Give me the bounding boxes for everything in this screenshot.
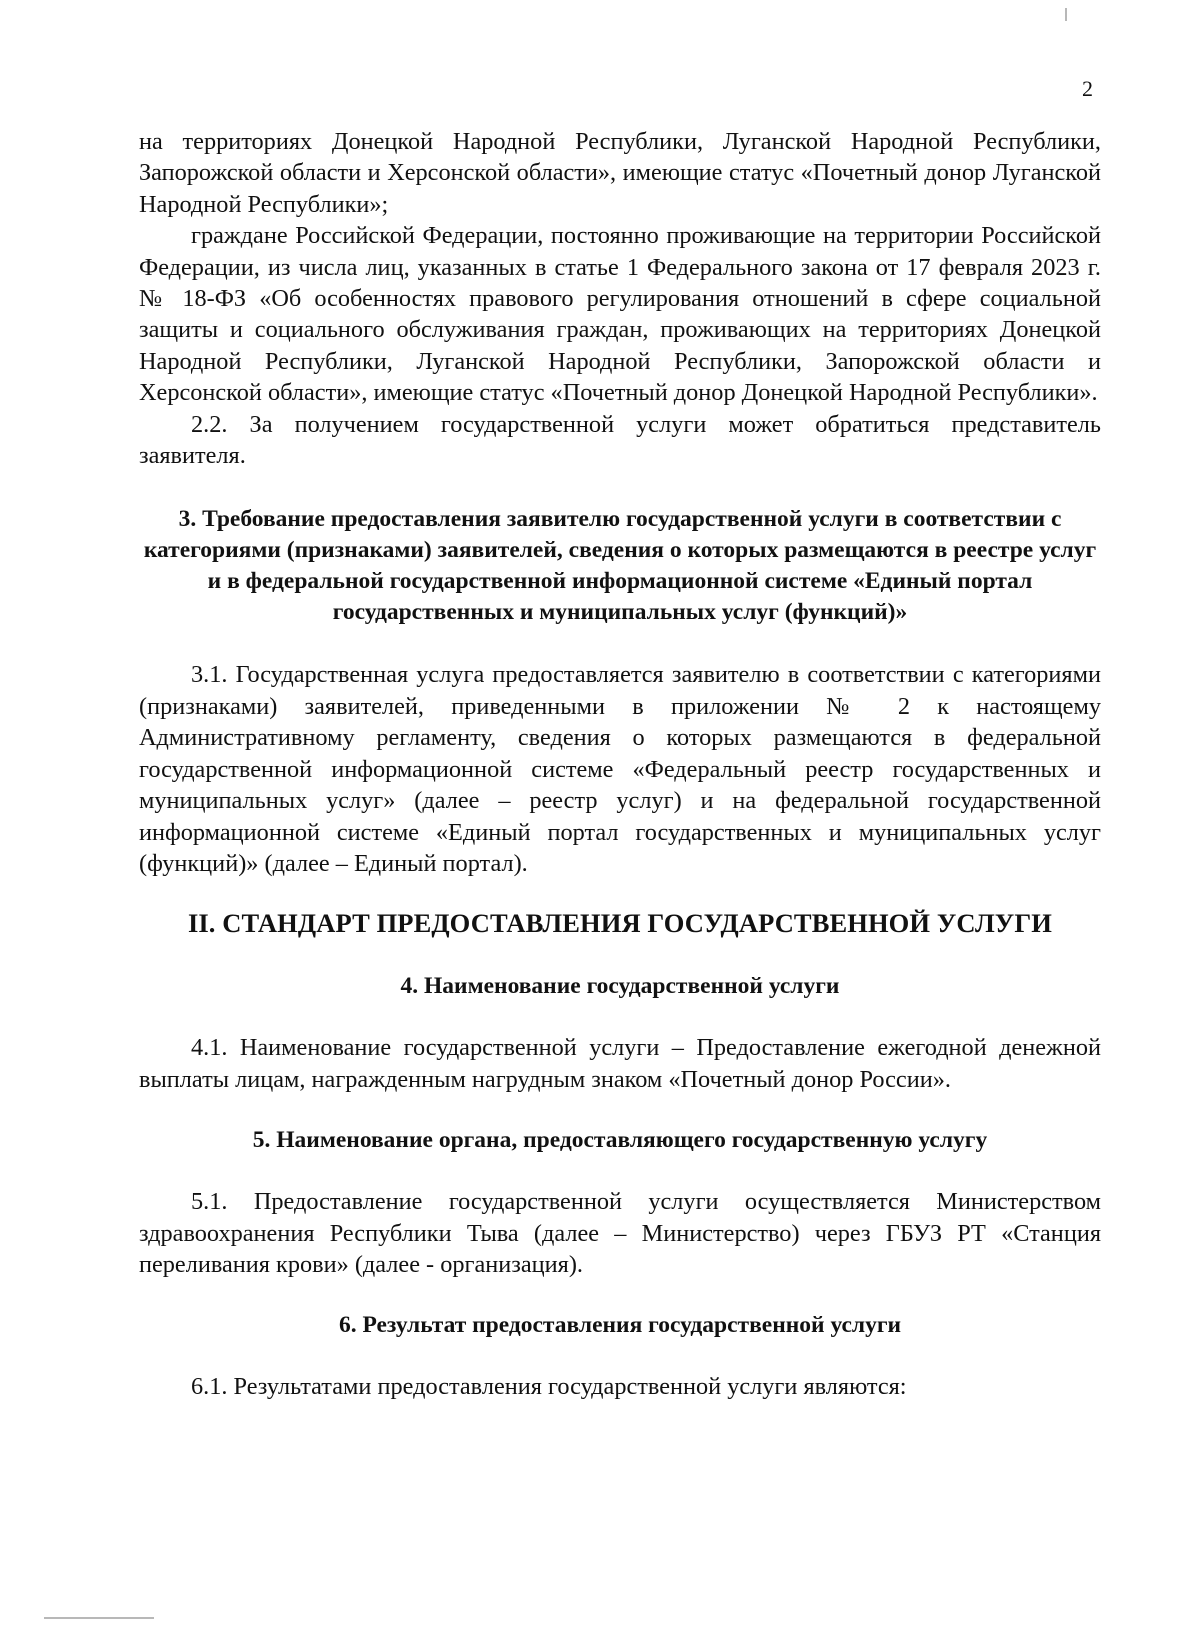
document-body (139, 126, 1101, 1403)
section-5-heading: 5. Наименование органа, предоставляющего государственную услугу (252, 1127, 988, 1154)
paragraph-6-1: 6.1. Результатами предоставления государственной услуги являются: (191, 1373, 907, 1401)
paragraph-citizens-dnr: граждане Российской Федерации, постоянно проживающие на территории Российской Федерации, из числа лиц, указанных в статье 1 Федерального закона от 17 февраля 2023 г. № 18-ФЗ «Об особенностях правового регулирования отношений в сфере социальной защиты и социального обслуживания граждан, проживающих на территориях Донецкой Народной Республики, Луганской Народной Республики, Запорожской области и Херсонской области», имеющие статус «Почетный донор Донецкой Народной Республики». (139, 222, 1101, 407)
paragraph-continuation: на территориях Донецкой Народной Республики, Луганской Народной Республики, Запорожской области и Херсонской области», имеющие статус «Почетный донор Луганской Народной Республики»; (139, 128, 1101, 218)
scan-artifact-top (1065, 8, 1067, 21)
paragraph-3-1: 3.1. Государственная услуга предоставляется заявителю в соответствии с категориями (признаками) заявителей, приведенными в приложении № 2 к настоящему Административному регламенту, сведения о которых размещаются в федеральной государственной информационной системе «Федеральный реестр государственных и муниципальных услуг» (далее – реестр услуг) и на федеральной государственной информационной системе «Единый портал государственных и муниципальных услуг (функций)» (далее – Единый портал). (139, 661, 1101, 877)
section-3-heading: 3. Требование предоставления заявителю государственной услуги в соответствии с категориями (признаками) заявителей, сведения о которых размещаются в реестре услуг и в федеральной государственной информационной системе «Единый портал государственных и муниципальных услуг (функций)» (143, 506, 1097, 626)
scan-artifact-bottom (44, 1617, 154, 1619)
paragraph-2-2: 2.2. За получением государственной услуги может обратиться представитель заявителя. (139, 410, 1101, 470)
paragraph-4-1: 4.1. Наименование государственной услуги – Предоставление ежегодной денежной выплаты лицам, награжденным нагрудным знаком «Почетный донор России». (139, 1034, 1101, 1093)
paragraph-5-1: 5.1. Предоставление государственной услуги осуществляется Министерством здравоохранения Республики Тыва (далее – Министерство) через ГБУЗ РТ «Станция переливания крови» (далее - организация). (139, 1188, 1101, 1278)
section-4-heading: 4. Наименование государственной услуги (400, 973, 840, 1000)
chapter-2-heading: II. СТАНДАРТ ПРЕДОСТАВЛЕНИЯ ГОСУДАРСТВЕННОЙ УСЛУГИ (187, 908, 1053, 939)
section-6-heading: 6. Результат предоставления государственной услуги (338, 1312, 902, 1339)
page-number: 2 (1082, 76, 1093, 101)
